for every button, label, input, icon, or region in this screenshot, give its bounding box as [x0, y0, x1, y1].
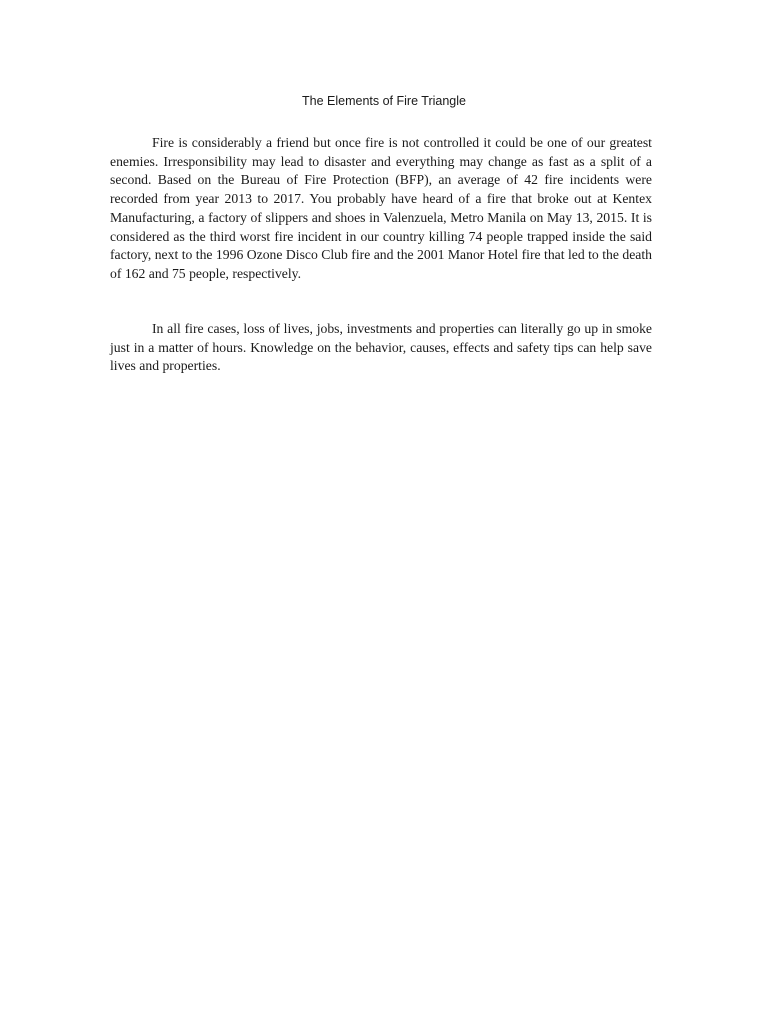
- paragraph-intro: Fire is considerably a friend but once fire is not controlled it could be one of our greatest enemies. Irresponsibility may lead to disaster and everything may change as fast as a split of a second. Based on the Bureau of Fire Protection (BFP), an average of 42 fire incidents were recorded from year 2013 to 2017. You probably have heard of a fire that broke out at Kentex Manufacturing, a factory of slippers and shoes in Valenzuela, Metro Manila on May 13, 2015. It is considered as the third worst fire incident in our country killing 74 people trapped inside the said factory, next to the 1996 Ozone Disco Club fire and the 2001 Manor Hotel fire that led to the death of 162 and 75 people, respectively.: [110, 135, 652, 281]
- paragraph-knowledge: In all fire cases, loss of lives, jobs, investments and properties can literally go up in smoke just in a matter of hours. Knowledge on the behavior, causes, effects and safety tips can help save lives and properties.: [110, 321, 652, 374]
- document-title: The Elements of Fire Triangle: [302, 94, 466, 108]
